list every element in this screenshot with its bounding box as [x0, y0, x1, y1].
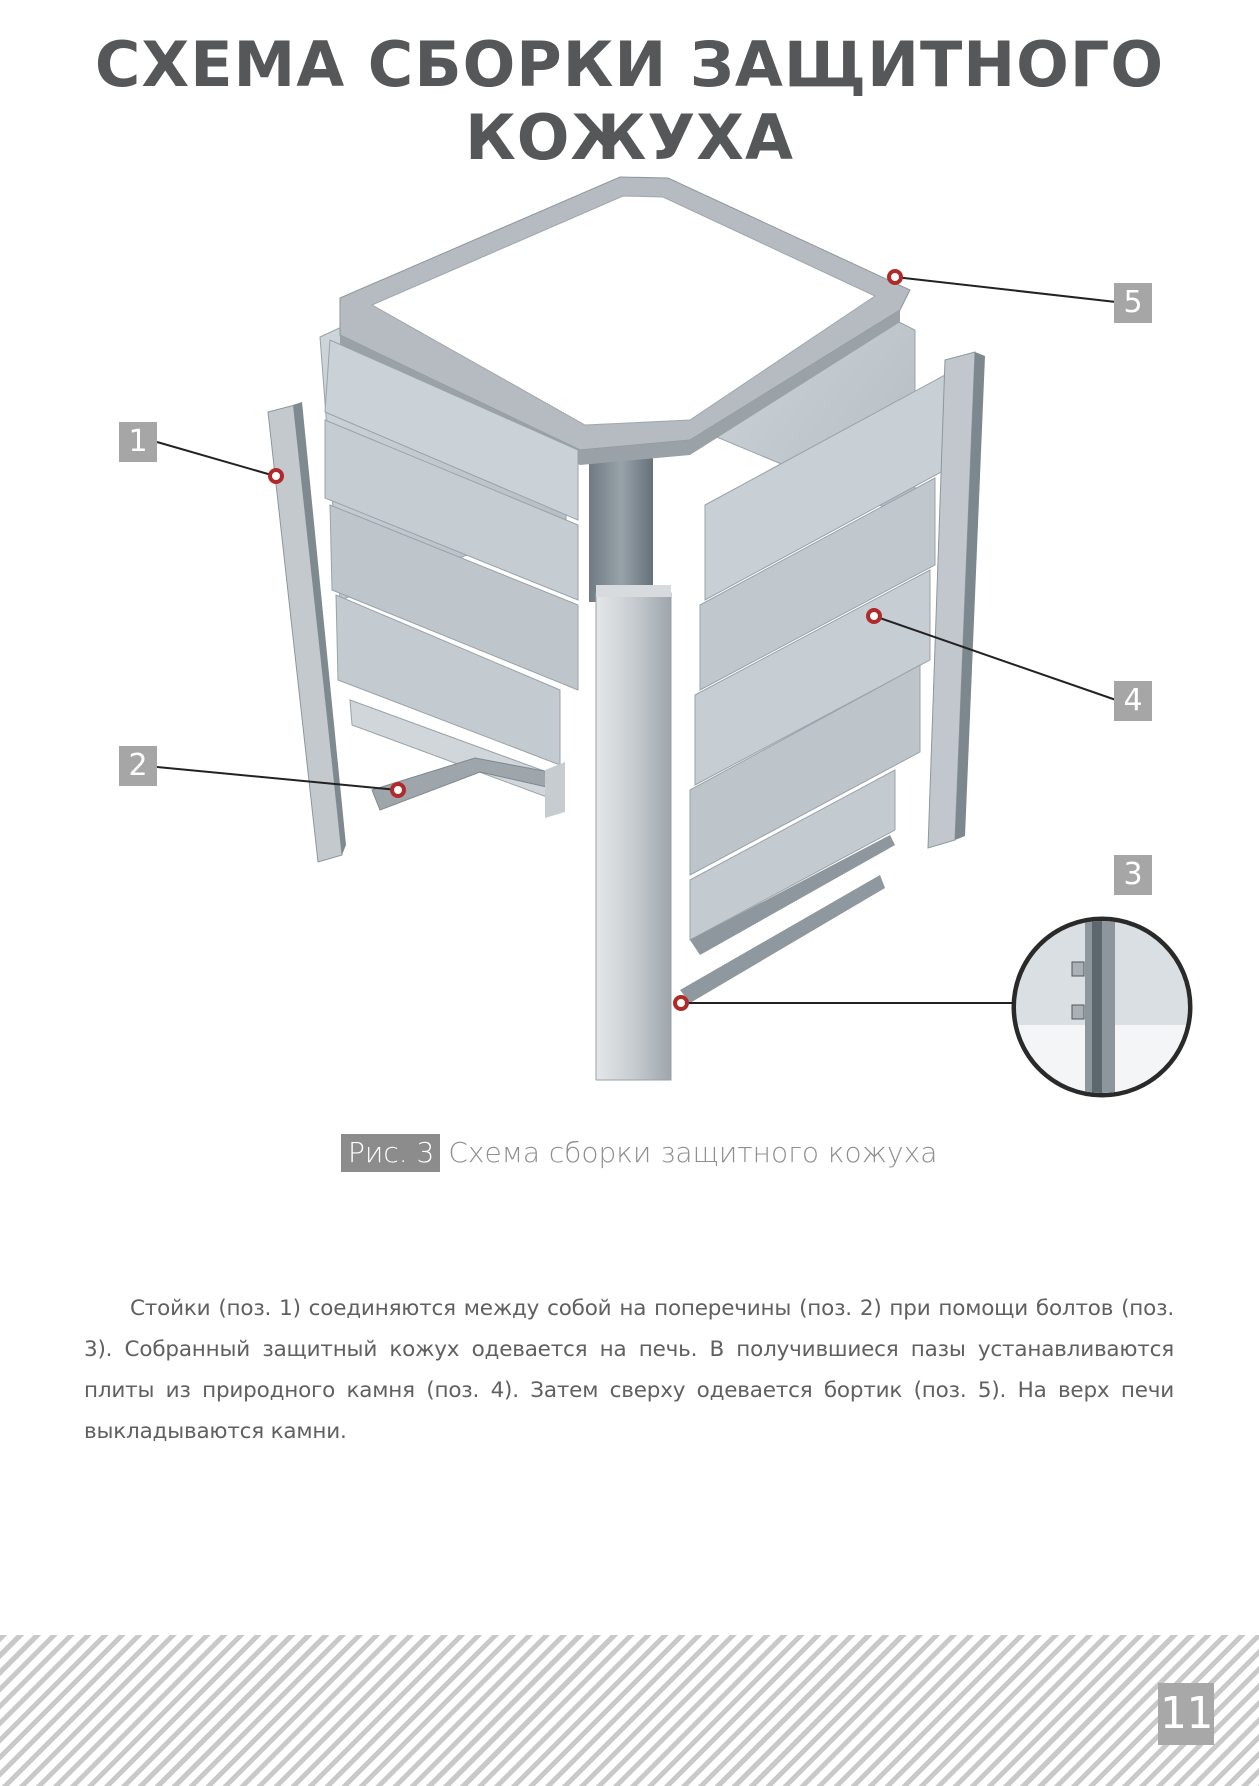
- bolt-detail-zoom: [1010, 919, 1200, 1105]
- stone-panels-right: [690, 375, 945, 955]
- page-title: СХЕМА СБОРКИ ЗАЩИТНОГО КОЖУХА: [94, 28, 1165, 174]
- callout-4: 4: [1114, 681, 1152, 721]
- front-post: [596, 585, 671, 1080]
- body-paragraph: Стойки (поз. 1) соединяются между собой на поперечины (поз. 2) при помощи болтов (поз. 3). Собранный защитный кожух одевается на печь. В получившиеся пазы устанавливаются плиты из природного камня (поз. 4). Затем сверху одевается бортик (поз. 5). На верх печи выкладываются камни.: [84, 1296, 1174, 1444]
- assembly-diagram: [0, 150, 1259, 1110]
- page-number: 11: [1158, 1683, 1214, 1745]
- figure-caption: [341, 1136, 937, 1169]
- figure-caption-text: Схема сборки защитного кожуха: [448, 1136, 938, 1169]
- figure-label: Рис. 3: [341, 1134, 440, 1172]
- footer-stripes: [0, 1635, 1259, 1786]
- callout-2: 2: [119, 746, 157, 786]
- callout-3: 3: [1114, 855, 1152, 895]
- callout-1: 1: [119, 422, 157, 462]
- callout-5: 5: [1114, 283, 1152, 323]
